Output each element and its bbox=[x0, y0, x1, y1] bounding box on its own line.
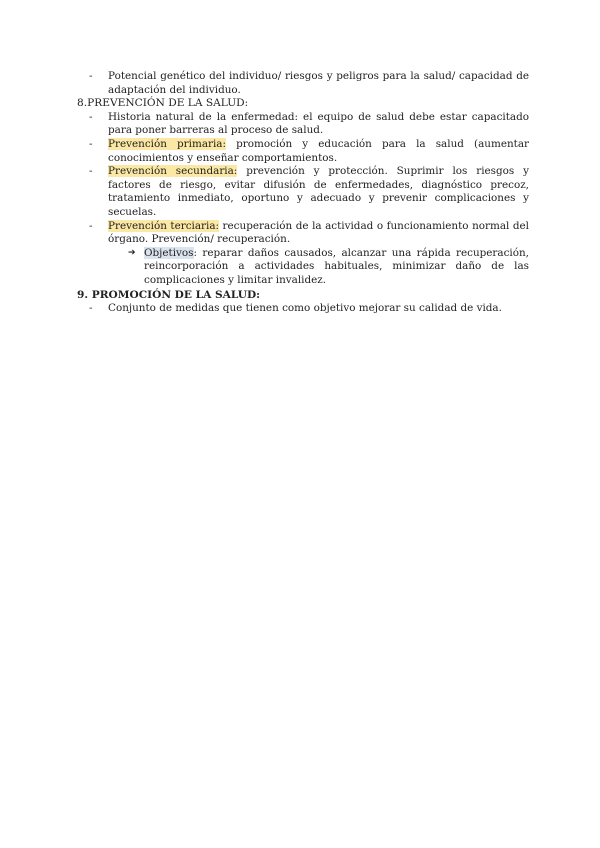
item-text: promoción y educación para la salud (aumentar conocimientos y enseñar comportamientos. bbox=[108, 137, 529, 164]
list-item-potencial bbox=[77, 70, 529, 97]
list-dash: - bbox=[89, 219, 93, 232]
list-item-terciaria bbox=[77, 220, 529, 247]
item-text: recuperación de la actividad o funcionamiento normal del órgano. Prevención/ recuperación. bbox=[108, 219, 529, 246]
list-dash: - bbox=[89, 137, 93, 150]
arrow-icon: ➔ bbox=[128, 247, 136, 258]
section-heading-prevencion: 8.PREVENCIÓN DE LA SALUD: bbox=[77, 97, 249, 110]
list-item-historia bbox=[77, 111, 529, 138]
highlighted-term: Objetivos bbox=[144, 246, 194, 259]
list-item-primaria bbox=[77, 138, 529, 165]
list-item-secundaria bbox=[77, 165, 529, 219]
list-dash: - bbox=[89, 70, 93, 82]
list-dash: - bbox=[89, 110, 93, 123]
highlighted-term: Prevención terciaria: bbox=[108, 219, 220, 232]
item-text: Potencial genético del individuo/ riesgos y peligros para la salud/ capacidad de adaptación del individuo. bbox=[108, 70, 529, 96]
item-text: Historia natural de la enfermedad: el equipo de salud debe estar capacitado para poner barreras al proceso de salud. bbox=[108, 110, 529, 137]
list-dash: - bbox=[89, 302, 93, 315]
section-heading-promocion: 9. PROMOCIÓN DE LA SALUD: bbox=[77, 288, 261, 301]
document-content bbox=[77, 70, 529, 316]
item-text: Conjunto de medidas que tienen como objetivo mejorar su calidad de vida. bbox=[108, 302, 502, 315]
item-text: : reparar daños causados, alcanzar una rápida recuperación, reincorporación a actividades habituales, minimizar daño de las complicaciones y limitar invalidez. bbox=[144, 246, 529, 286]
item-text: prevención y protección. Suprimir los riesgos y factores de riesgo, evitar difusión de enfermedades, diagnóstico precoz, tratamiento inmediato, oportuno y adecuado y prevenir complicaciones y secuelas. bbox=[108, 165, 529, 218]
highlighted-term: Prevención secundaria: bbox=[108, 165, 238, 178]
list-item-conjunto bbox=[77, 302, 529, 316]
highlighted-term: Prevención primaria: bbox=[108, 137, 226, 150]
list-dash: - bbox=[89, 165, 93, 178]
sub-item-objetivos bbox=[77, 247, 529, 288]
